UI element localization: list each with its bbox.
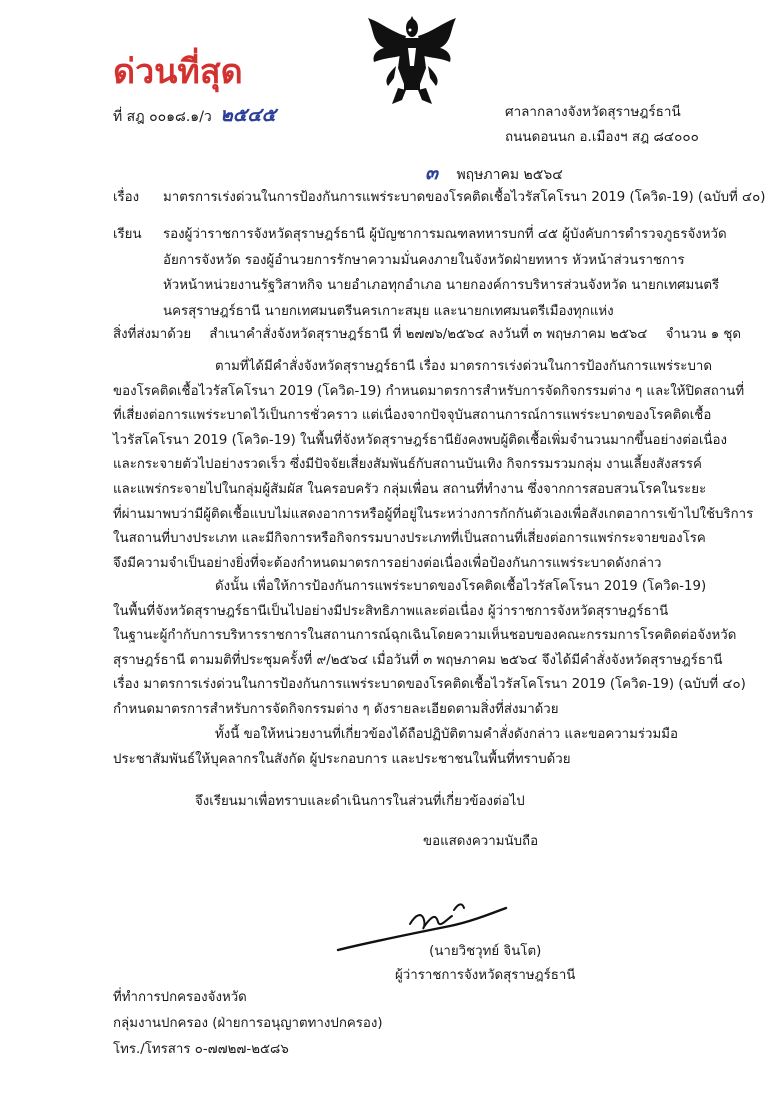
paragraph-line: และกระจายตัวไปอย่างรวดเร็ว ซึ่งมีปัจจัยเสี่ยงสัมพันธ์กับสถานบันเทิง กิจกรรมรวมกลุ่ม งานเลี้ยงสังสรรค์: [113, 457, 702, 473]
paragraph-line: ที่เสี่ยงต่อการแพร่ระบาดไว้เป็นการชั่วคราว แต่เนื่องจากปัจจุบันสถานการณ์การแพร่ระบาดของโรคติดเชื้อ: [113, 408, 712, 424]
office-address-line2: ถนนดอนนก อ.เมืองฯ สฎ ๘๔๐๐๐: [505, 129, 699, 145]
subject-text: มาตรการเร่งด่วนในการป้องกันการแพร่ระบาดของโรคติดเชื้อไวรัสโคโรนา 2019 (โควิด-19) (ฉบับที่ ๔๐): [163, 190, 766, 205]
paragraph-line: ที่ผ่านมาพบว่ามีผู้ติดเชื้อแบบไม่แสดงอาการหรือผู้ที่อยู่ในระหว่างการกักกันตัวเองเพื่อสังเกตอาการเข้าไปใช้บริการ: [113, 506, 754, 522]
addressee-line: หัวหน้าหน่วยงานรัฐวิสาหกิจ นายอำเภอทุกอำเภอ นายกองค์การบริหารส่วนจังหวัด นายกเทศมนตรี: [163, 278, 720, 293]
signatory-position: ผู้ว่าราชการจังหวัดสุราษฎร์ธานี: [395, 968, 576, 983]
date-month-year: พฤษภาคม ๒๕๖๔: [456, 167, 563, 183]
date-day-handwritten: ๓: [425, 162, 438, 184]
paragraph-line: กำหนดมาตรการสำหรับการจัดกิจกรรมต่าง ๆ ดังรายละเอียดตามสิ่งที่ส่งมาด้วย: [113, 701, 559, 717]
enclosure-amount: จำนวน ๑ ชุด: [665, 327, 742, 342]
addressee-line: อัยการจังหวัด รองผู้อำนวยการรักษาความมั่นคงภายในจังหวัดฝ่ายทหาร หัวหน้าส่วนราชการ: [163, 252, 685, 268]
urgency-stamp: ด่วนที่สุด: [113, 52, 243, 92]
closing-sentence: จึงเรียนมาเพื่อทราบและดำเนินการในส่วนที่เกี่ยวข้องต่อไป: [195, 794, 525, 809]
paragraph-line: ดังนั้น เพื่อให้การป้องกันการแพร่ระบาดของโรคติดเชื้อไวรัสโคโรนา 2019 (โควิด-19): [215, 579, 707, 594]
body-paragraph-1: [113, 355, 763, 576]
addressee-text: [163, 222, 733, 324]
footer-section: กลุ่มงานปกครอง (ฝ่ายการอนุญาตทางปกครอง): [113, 1016, 383, 1031]
contact-footer: [113, 985, 383, 1063]
paragraph-line: ในสถานที่บางประเภท และมีกิจการหรือกิจกรรมบางประเภทที่เป็นสถานที่เสี่ยงต่อการแพร่กระจายของโรค: [113, 531, 706, 547]
body-paragraph-2: [113, 575, 763, 723]
enclosure-row: [113, 323, 741, 344]
addressee-line: รองผู้ว่าราชการจังหวัดสุราษฎร์ธานี ผู้บัญชาการมณฑลทหารบกที่ ๔๕ ผู้บังคับการตำรวจภูธรจังหวัด: [163, 227, 727, 242]
office-address-line1: ศาลากลางจังหวัดสุราษฎร์ธานี: [505, 104, 681, 120]
document-number-prefix: ที่ สฎ ๐๐๑๘.๑/ว: [113, 109, 212, 125]
office-address: [505, 100, 699, 150]
footer-phone: โทร./โทรสาร ๐-๗๗๒๗-๒๕๘๖: [113, 1042, 289, 1057]
document-date: [425, 158, 563, 188]
garuda-emblem-icon: [362, 14, 462, 110]
paragraph-line: ไวรัสโคโรนา 2019 (โควิด-19) ในพื้นที่จังหวัดสุราษฎร์ธานียังคงพบผู้ติดเชื้อเพิ่มจำนวนมากขึ้นอย่างต่อเนื่อง: [113, 432, 728, 448]
paragraph-line: ตามที่ได้มีคำสั่งจังหวัดสุราษฎร์ธานี เรื่อง มาตรการเร่งด่วนในการป้องกันการแพร่ระบาด: [215, 359, 712, 374]
enclosure-label: สิ่งที่ส่งมาด้วย: [113, 327, 192, 342]
enclosure-text: สำเนาคำสั่งจังหวัดสุราษฎร์ธานี ที่ ๒๗๗๖/๒๕๖๔ ลงวันที่ ๓ พฤษภาคม ๒๕๖๔: [209, 327, 648, 342]
signatory-block: [395, 940, 575, 988]
regards-text: ขอแสดงความนับถือ: [423, 834, 539, 849]
footer-department: ที่ทำการปกครองจังหวัด: [113, 990, 247, 1005]
addressee-label: เรียน: [113, 227, 142, 242]
paragraph-line: ในพื้นที่จังหวัดสุราษฎร์ธานีเป็นไปอย่างมีประสิทธิภาพและต่อเนื่อง ผู้ว่าราชการจังหวัดสุราษฎร์ธานี: [113, 603, 669, 619]
subject-label: เรื่อง: [113, 190, 140, 205]
document-number-handwritten: ๒๕๔๕: [220, 104, 276, 126]
paragraph-line: สุราษฎร์ธานี ตามมติที่ประชุมครั้งที่ ๙/๒๕๖๔ เมื่อวันที่ ๓ พฤษภาคม ๒๕๖๔ จึงได้มีคำสั่งจังหวัดสุราษฎร์ธานี: [113, 652, 723, 668]
signatory-name: (นายวิชวุทย์ จินโต): [429, 944, 542, 959]
paragraph-line: ประชาสัมพันธ์ให้บุคลากรในสังกัด ผู้ประกอบการ และประชาชนในพื้นที่ทราบด้วย: [113, 751, 571, 767]
paragraph-line: ในฐานะผู้กำกับการบริหารราชการในสถานการณ์ฉุกเฉินโดยความเห็นชอบของคณะกรรมการโรคติดต่อจังหวัด: [113, 628, 737, 644]
paragraph-line: เรื่อง มาตรการเร่งด่วนในการป้องกันการแพร่ระบาดของโรคติดเชื้อไวรัสโคโรนา 2019 (โควิด-19) (ฉบับที่ ๔๐): [113, 677, 746, 693]
body-paragraph-3: [113, 723, 763, 772]
document-number: [113, 100, 276, 130]
addressee-line: นครสุราษฎร์ธานี นายกเทศมนตรีนครเกาะสมุย และนายกเทศมนตรีเมืองทุกแห่ง: [163, 303, 614, 319]
paragraph-line: ทั้งนี้ ขอให้หน่วยงานที่เกี่ยวข้องได้ถือปฏิบัติตามคำสั่งดังกล่าว และขอความร่วมมือ: [215, 727, 679, 742]
paragraph-line: และแพร่กระจายไปในกลุ่มผู้สัมผัส ในครอบครัว กลุ่มเพื่อน สถานที่ทำงาน ซึ่งจากการสอบสวนโรคในระยะ: [113, 481, 707, 497]
paragraph-line: ของโรคติดเชื้อไวรัสโคโรนา 2019 (โควิด-19) กำหนดมาตรการสำหรับการจัดกิจกรรมต่าง ๆ และให้ปิดสถานที่: [113, 383, 745, 399]
paragraph-line: จึงมีความจำเป็นอย่างยิ่งที่จะต้องกำหนดมาตรการอย่างต่อเนื่องเพื่อป้องกันการแพร่ระบาดดังกล่าว: [113, 555, 662, 571]
